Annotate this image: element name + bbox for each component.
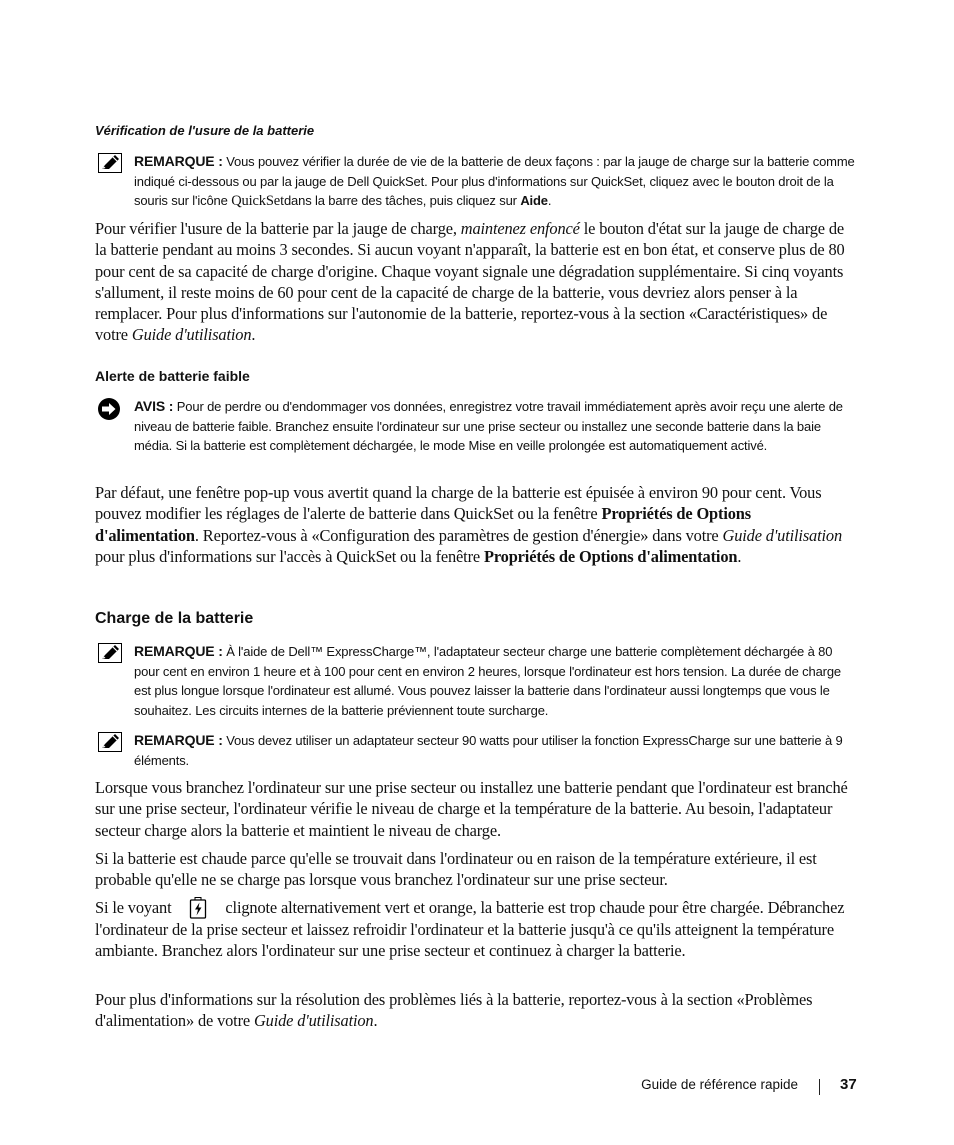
footer-divider bbox=[819, 1079, 820, 1095]
footer-title: Guide de référence rapide bbox=[641, 1077, 798, 1092]
quickset-label: QuickSet bbox=[231, 193, 284, 210]
paragraph-hot-battery: Si la batterie est chaude parce qu'elle se trouvait dans l'ordinateur ou en raison de la température extérieure, il est probable qu'elle ne se charge pas lorsque vous branchez l'ordinateur sur une prise secteur. bbox=[95, 849, 817, 890]
section-heading-charging: Charge de la batterie bbox=[95, 610, 254, 627]
paragraph-low-battery: Par défaut, une fenêtre pop-up vous avertit quand la charge de la batterie est épuisée à environ 90 pour cent. Vous pouvez modifier les réglages de l'alerte de batterie dans QuickSet ou la fenêtre Propriétés de Options d'alimentation. Reportez-vous à «Configuration des paramètres de gestion d'énergie» dans votre Guide d'utilisation pour plus d'informations sur l'accès à QuickSet ou la fenêtre Propriétés de Options d'alimentation. bbox=[95, 483, 843, 566]
guide-title: Guide d'utilisation bbox=[722, 525, 843, 545]
notice-low-battery bbox=[95, 397, 860, 456]
notice-arrow-icon bbox=[97, 397, 121, 421]
notice-label: AVIS : bbox=[134, 398, 174, 414]
emphasis-text: maintenez enfoncé bbox=[460, 219, 580, 238]
pencil-note-icon bbox=[98, 153, 122, 173]
power-options-label: Propriétés de Options d'alimentation bbox=[483, 546, 738, 566]
page-number: 37 bbox=[840, 1076, 857, 1093]
paragraph-battery-light: Si le voyant clignote alternativement vert et orange, la batterie est trop chaude pour être chargée. Débranchez l'ordinateur de la prise secteur et laissez refroidir l'ordinateur et la batterie jusqu'à ce qu'ils atteignent la température ambiante. Branchez alors l'ordinateur sur une prise secteur et continuez à charger la batterie. bbox=[95, 898, 845, 961]
paragraph-power-problems: Pour plus d'informations sur la résolution des problèmes liés à la batterie, reportez-vous à la section «Problèmes d'alimentation» de votre Guide d'utilisation. bbox=[95, 990, 813, 1031]
note-90-watts bbox=[95, 731, 860, 770]
aide-label: Aide bbox=[520, 193, 548, 209]
pencil-note-icon bbox=[98, 732, 122, 752]
note-text: Vous devez utiliser un adaptateur secteur 90 watts pour utiliser la fonction ExpressCharge sur une batterie à 9 éléments. bbox=[134, 733, 843, 768]
note-label: REMARQUE : bbox=[134, 153, 223, 169]
guide-title: Guide d'utilisation bbox=[253, 1011, 374, 1031]
guide-title: Guide d'utilisation bbox=[131, 325, 252, 345]
battery-charge-icon bbox=[189, 897, 207, 919]
section-heading-low-battery: Alerte de batterie faible bbox=[95, 368, 250, 384]
note-text: À l'aide de Dell™ ExpressCharge™, l'adaptateur secteur charge une batterie complètement déchargée à 80 pour cent en environ 1 heure et à 100 pour cent en environ 2 heures, lorsque l'ordinateur est hors tension. La durée de charge est plus longue lorsque l'ordinateur est allumé. Vous pouvez laisser la batterie dans l'ordinateur aussi longtemps que vous le souhaitez. Les circuits internes de la batterie préviennent toute surcharge. bbox=[134, 644, 842, 718]
note-expresscharge bbox=[95, 642, 860, 720]
note-text-after: dans la barre des tâches, puis cliquez sur bbox=[283, 193, 517, 209]
note-text: Vous pouvez vérifier la durée de vie de la batterie de deux façons : par la jauge de charge sur la batterie comme indiqué ci-dessous ou par la jauge de Dell QuickSet. Pour plus d'informations sur QuickSet, cliquez avec le bouton droit de la souris sur l'icône bbox=[134, 154, 855, 209]
section-heading-battery-wear: Vérification de l'usure de la batterie bbox=[95, 123, 315, 138]
note-label: REMARQUE : bbox=[134, 643, 223, 659]
paragraph-battery-wear: Pour vérifier l'usure de la batterie par la jauge de charge, maintenez enfoncé le bouton d'état sur la jauge de charge de la batterie pendant au moins 3 secondes. Si aucun voyant n'apparaît, la batterie est en bon état, et conserve plus de 80 pour cent de sa capacité de charge d'origine. Chaque voyant signale une dégradation supplémentaire. Si cinq voyants s'allument, il reste moins de 60 pour cent de la capacité de charge de la batterie, vous devriez alors penser à la remplacer. Pour plus d'informations sur l'autonomie de la batterie, reportez-vous à la section «Caractéristiques» de votre Guide d'utilisation. bbox=[95, 219, 845, 345]
power-options-label: Propriétés de Options d'alimentation bbox=[95, 504, 751, 545]
notice-text: Pour de perdre ou d'endommager vos données, enregistrez votre travail immédiatement après avoir reçu une alerte de niveau de batterie faible. Branchez ensuite l'ordinateur sur une prise secteur ou installez une seconde batterie dans la baie média. Si la batterie est complètement déchargée, le mode Mise en veille prolongée est automatiquement activé. bbox=[134, 399, 843, 454]
paragraph-charging-check: Lorsque vous branchez l'ordinateur sur une prise secteur ou installez une batterie pendant que l'ordinateur est branché sur une prise secteur, l'ordinateur vérifie le niveau de charge et la température de la batterie. Au besoin, l'adaptateur secteur charge alors la batterie et maintient le niveau de charge. bbox=[95, 778, 848, 840]
note-label: REMARQUE : bbox=[134, 732, 223, 748]
note-battery-life: REMARQUE : Vous pouvez vérifier la durée de vie de la batterie de deux façons : par la jauge de charge sur la batterie comme indiqué ci-dessous ou par la jauge de Dell QuickSet. Pour plus d'informations sur QuickSet, cliquez avec le bouton droit de la souris sur l'icône QuickSetdans la barre des tâches, puis cliquez sur Aide. bbox=[95, 152, 860, 212]
pencil-note-icon bbox=[98, 643, 122, 663]
